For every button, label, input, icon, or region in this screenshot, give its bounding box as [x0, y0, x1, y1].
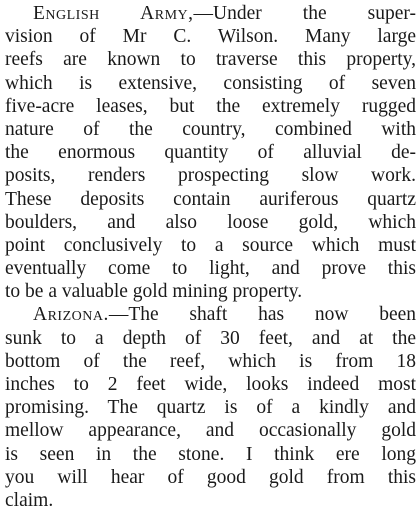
- paragraph-arizona: [0, 303, 419, 512]
- paragraph-line: which is extensive, consisting of seven: [5, 72, 416, 94]
- paragraph-line: These deposits contain auriferous quartz: [5, 188, 416, 210]
- paragraph-line: posits, renders prospecting slow work.: [5, 165, 416, 187]
- section-heading: English Army,: [33, 3, 194, 24]
- paragraph-english-army: [0, 2, 419, 303]
- paragraph-line: to be a valuable gold mining property.: [5, 281, 303, 303]
- paragraph-line: English Army,—Under the super-: [33, 3, 416, 24]
- paragraph-line: reefs are known to traverse this property,: [5, 49, 416, 71]
- paragraph-line: promising. The quartz is of a kindly and: [5, 397, 416, 419]
- paragraph-line: point conclusively to a source which must: [5, 234, 416, 256]
- paragraph-line: nature of the country, combined with: [5, 118, 416, 140]
- paragraph-line: you will hear of good gold from this: [5, 466, 416, 488]
- paragraph-line: inches to 2 feet wide, looks indeed most: [5, 374, 416, 395]
- paragraph-line: the enormous quantity of alluvial de-: [5, 142, 416, 164]
- paragraph-line: Arizona.—The shaft has now been: [33, 304, 416, 326]
- section-heading: Arizona.: [33, 304, 109, 326]
- paragraph-line: vision of Mr C. Wilson. Many large: [5, 26, 416, 48]
- paragraph-line: sunk to a depth of 30 feet, and at the: [5, 327, 416, 349]
- paragraph-line: five-acre leases, but the extremely rugged: [5, 95, 416, 117]
- paragraph-line: bottom of the reef, which is from 18: [5, 350, 416, 372]
- paragraph-line: boulders, and also loose gold, which: [5, 211, 416, 233]
- paragraph-line: claim.: [5, 489, 54, 511]
- paragraph-line: eventually come to light, and prove this: [5, 258, 416, 280]
- paragraph-line: mellow appearance, and occasionally gold: [5, 420, 416, 442]
- paragraph-line: is seen in the stone. I think ere long: [5, 443, 416, 465]
